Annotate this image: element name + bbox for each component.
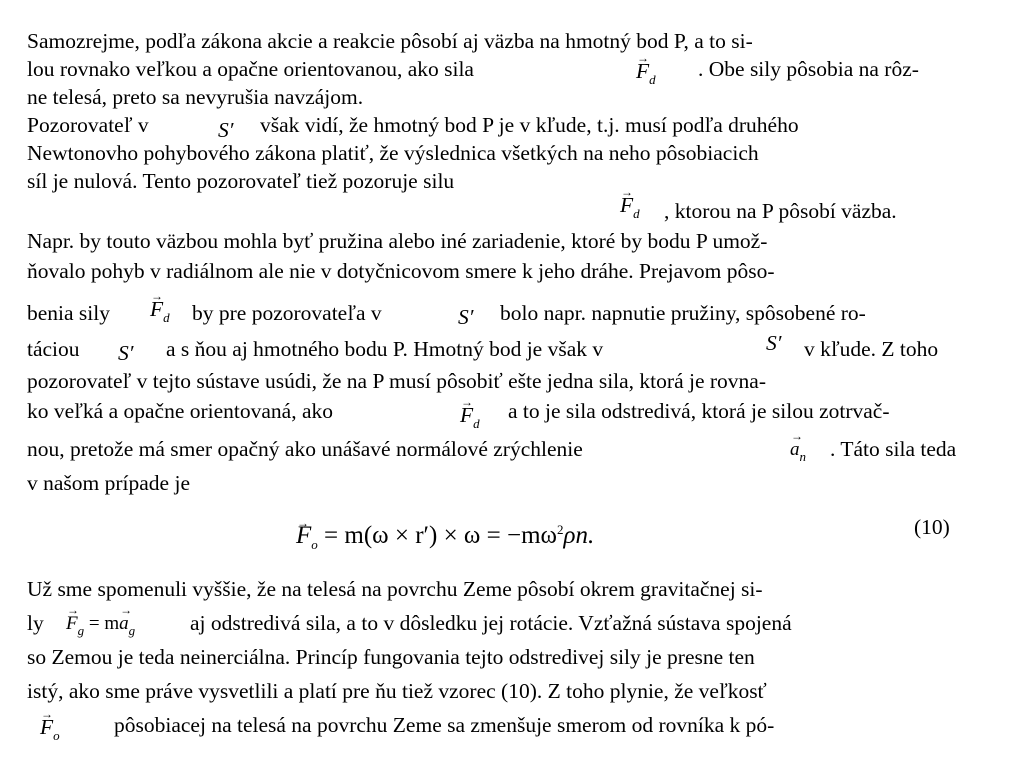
text-line: však vidí, že hmotný bod P je v kľude, t.j. musí podľa druhého bbox=[260, 113, 799, 137]
text-line: Samozrejme, podľa zákona akcie a reakcie pôsobí aj väzba na hmotný bod P, a to si- bbox=[27, 29, 753, 53]
text-line: by pre pozorovateľa v bbox=[192, 301, 382, 325]
gravity-force-formula: → $F_g = m\to a_g$ bbox=[66, 610, 135, 644]
text-line: bolo napr. napnutie pružiny, spôsobené ro- bbox=[500, 301, 866, 325]
text-line: síl je nulová. Tento pozorovateľ tiež pozoruje silu bbox=[27, 169, 455, 193]
text-line: benia sily bbox=[27, 301, 110, 325]
force-o-symbol: → $F_o$ bbox=[40, 714, 60, 749]
frame-s-prime-symbol: S′ bbox=[218, 118, 234, 142]
text-line: Newtonovho pohybového zákona platiť, že výslednica všetkých na neho pôsobiacich bbox=[27, 141, 759, 165]
text-line: pozorovateľ v tejto sústave usúdi, že na P musí pôsobiť ešte jedna sila, ktorá je rovna- bbox=[27, 369, 766, 393]
text-line: aj odstredivá sila, a to v dôsledku jej rotácie. Vzťažná sústava spojená bbox=[190, 611, 792, 635]
text-line: istý, ako sme práve vysvetlili a platí pre ňu tiež vzorec (10). Z toho plynie, že veľkosť bbox=[27, 679, 767, 703]
force-d-symbol: → $F_d$ bbox=[636, 58, 656, 93]
force-d-symbol: → $F_d$ bbox=[620, 192, 640, 227]
frame-s-prime-symbol: S′ bbox=[118, 341, 134, 365]
equation-10: → $F_o = m(\omega \times r') \times \omega = -m\omega^2\rho n$. bbox=[296, 514, 594, 561]
text-line: , ktorou na P pôsobí väzba. bbox=[664, 199, 897, 223]
acceleration-an-symbol: → $a_n$ bbox=[790, 436, 806, 470]
text-line: Už sme spomenuli vyššie, že na telesá na povrchu Zeme pôsobí okrem gravitačnej si- bbox=[27, 577, 763, 601]
text-line: a s ňou aj hmotného bodu P. Hmotný bod je však v bbox=[166, 337, 604, 361]
text-line: . Obe sily pôsobia na rôz- bbox=[698, 57, 919, 81]
text-line: Pozorovateľ v bbox=[27, 113, 149, 137]
text-line: nou, pretože má smer opačný ako unášavé normálové zrýchlenie bbox=[27, 437, 583, 461]
text-line: v kľude. Z toho bbox=[804, 337, 939, 361]
force-d-symbol: → $F_d$ bbox=[150, 296, 170, 331]
frame-s-prime-symbol: S′ bbox=[766, 331, 782, 355]
text-line: lou rovnako veľkou a opačne orientovanou, ako sila bbox=[27, 57, 474, 81]
text-line: pôsobiacej na telesá na povrchu Zeme sa zmenšuje smerom od rovníka k pó- bbox=[114, 713, 775, 737]
text-line: . Táto sila teda bbox=[830, 437, 957, 461]
frame-s-prime-symbol: S′ bbox=[458, 305, 474, 329]
equation-number: (10) bbox=[914, 515, 950, 539]
text-line: a to je sila odstredivá, ktorá je silou zotrvač- bbox=[508, 399, 890, 423]
text-line: ne telesá, preto sa nevyrušia navzájom. bbox=[27, 85, 364, 109]
text-line: v našom prípade je bbox=[27, 471, 190, 495]
text-line: ňovalo pohyb v radiálnom ale nie v dotyčnicovom smere k jeho dráhe. Prejavom pôso- bbox=[27, 259, 775, 283]
text-line: ko veľká a opačne orientovaná, ako bbox=[27, 399, 334, 423]
text-line: ly bbox=[27, 611, 44, 635]
text-line: Napr. by touto väzbou mohla byť pružina alebo iné zariadenie, ktoré by bodu P umož- bbox=[27, 229, 768, 253]
text-line: so Zemou je teda neinerciálna. Princíp fungovania tejto odstredivej sily je presne ten bbox=[27, 645, 755, 669]
force-d-symbol: → $F_d$ bbox=[460, 402, 480, 437]
text-line: táciou bbox=[27, 337, 80, 361]
